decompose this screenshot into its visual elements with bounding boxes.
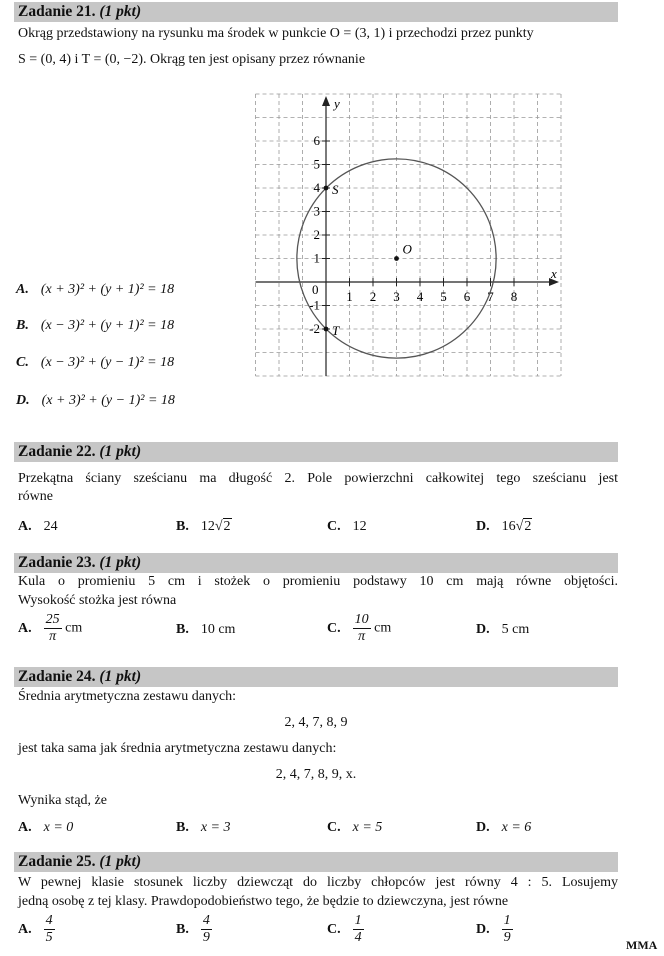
- y-tick-label: 2: [313, 227, 320, 242]
- x-tick-label: 5: [440, 289, 447, 304]
- point-o: [394, 256, 399, 261]
- task-24-option-c[interactable]: C. x = 5: [327, 820, 383, 835]
- task-21-header: [14, 2, 618, 22]
- task-25-option-a[interactable]: A. $\frac{4}{5}$: [18, 913, 53, 945]
- task-22-title: Zadanie 22. (1 pkt): [18, 443, 142, 460]
- y-axis-label: y: [334, 96, 340, 111]
- task-22-option-b[interactable]: B. 12√2: [176, 519, 231, 534]
- task-24-option-a[interactable]: A. x = 0: [18, 820, 74, 835]
- task-22-text-2: równe: [18, 489, 53, 504]
- origin-label: 0: [312, 282, 319, 297]
- task-21-option-d[interactable]: D. (x + 3)² + (y − 1)² = 18: [16, 393, 175, 408]
- task-24-set-1: 2, 4, 7, 8, 9: [284, 715, 348, 730]
- task-24-text-2: jest taka sama jak średnia arytmetyczna zestawu danych:: [18, 741, 337, 756]
- task-23-option-c[interactable]: C. $\frac{10}{\pi}$ cm: [327, 612, 392, 644]
- task-25-title: Zadanie 25. (1 pkt): [18, 853, 142, 870]
- task-25-option-c[interactable]: C. $\frac{1}{4}$: [327, 913, 362, 945]
- x-tick-label: 1: [346, 289, 353, 304]
- task-24-header: [14, 667, 618, 687]
- task-21-option-a[interactable]: A. (x + 3)² + (y + 1)² = 18: [16, 282, 175, 297]
- x-tick-label: 2: [369, 289, 377, 304]
- task-25-option-d[interactable]: D. $\frac{1}{9}$: [476, 913, 511, 945]
- y-tick-label: 4: [313, 180, 320, 195]
- task-21-text-1: Okrąg przedstawiony na rysunku ma środek w punkcie O = (3, 1) i przechodzi przez punkty: [18, 26, 534, 41]
- x-tick-label: 3: [393, 289, 400, 304]
- y-tick-label: 6: [313, 133, 320, 148]
- x-tick-label: 6: [463, 289, 471, 304]
- y-axis-arrow: [322, 96, 330, 106]
- task-25-text-2: jedną osobę z tej klasy. Prawdopodobieństwo tego, że będzie to dziewczyna, jest równe: [18, 894, 509, 909]
- task-23-option-b[interactable]: B. 10 cm: [176, 622, 236, 637]
- footer-label: MMA: [626, 938, 658, 952]
- task-21-option-b[interactable]: B. (x − 3)² + (y + 1)² = 18: [16, 318, 175, 333]
- task-22-header: [14, 442, 618, 462]
- task-24-text-1: Średnia arytmetyczna zestawu danych:: [18, 689, 237, 704]
- y-tick-label: -1: [309, 297, 320, 313]
- task-25-header: [14, 852, 618, 872]
- task-23-option-d[interactable]: D. 5 cm: [476, 622, 530, 637]
- task-22-option-c[interactable]: C. 12: [327, 519, 367, 534]
- y-tick-label: -2: [309, 321, 320, 336]
- task-24-set-2: 2, 4, 7, 8, 9, x.: [275, 767, 357, 782]
- task-22-option-d[interactable]: D. 16√2: [476, 519, 532, 534]
- task-25-option-b[interactable]: B. $\frac{4}{9}$: [176, 913, 210, 945]
- y-tick-label: 3: [313, 203, 320, 219]
- task-22-text-1: Przekątna ściany sześcianu ma długość 2. Pole powierzchni całkowitej tego sześcianu jest: [18, 471, 618, 486]
- y-tick-label: 1: [313, 250, 320, 266]
- task-21-option-c[interactable]: C. (x − 3)² + (y − 1)² = 18: [16, 355, 175, 370]
- x-tick-label: 4: [416, 289, 424, 304]
- x-axis-label: x: [551, 266, 557, 281]
- plot-svg: [252, 82, 572, 402]
- task-23-text-2: Wysokość stożka jest równa: [18, 593, 177, 608]
- point-t: [324, 327, 329, 332]
- task-22-option-a[interactable]: A. 24: [18, 519, 58, 534]
- task-24-title: Zadanie 24. (1 pkt): [18, 668, 142, 685]
- task-21-text-2: S = (0, 4) i T = (0, −2). Okrąg ten jest opisany przez równanie: [18, 52, 366, 67]
- point-label-o: O: [402, 241, 412, 257]
- point-s: [324, 186, 329, 191]
- task-23-header: [14, 553, 618, 573]
- task-24-text-3: Wynika stąd, że: [18, 793, 107, 808]
- task-23-option-a[interactable]: A. $\frac{25}{\pi}$ cm: [18, 612, 83, 644]
- point-label-t: T: [332, 323, 340, 338]
- task-25-text-1: W pewnej klasie stosunek liczby dziewcząt do liczby chłopców jest równy 4 : 5. Losujemy: [18, 875, 618, 890]
- y-tick-label: 5: [313, 156, 320, 172]
- task-23-title: Zadanie 23. (1 pkt): [18, 554, 142, 571]
- task-24-option-b[interactable]: B. x = 3: [176, 820, 231, 835]
- task-24-option-d[interactable]: D. x = 6: [476, 820, 532, 835]
- x-tick-label: 7: [487, 289, 494, 304]
- task-21-title: Zadanie 21. (1 pkt): [18, 3, 142, 20]
- task-23-text-1: Kula o promieniu 5 cm i stożek o promieniu podstawy 10 cm mają równe objętości.: [18, 574, 618, 589]
- point-label-s: S: [332, 182, 339, 197]
- x-tick-label: 8: [510, 289, 518, 304]
